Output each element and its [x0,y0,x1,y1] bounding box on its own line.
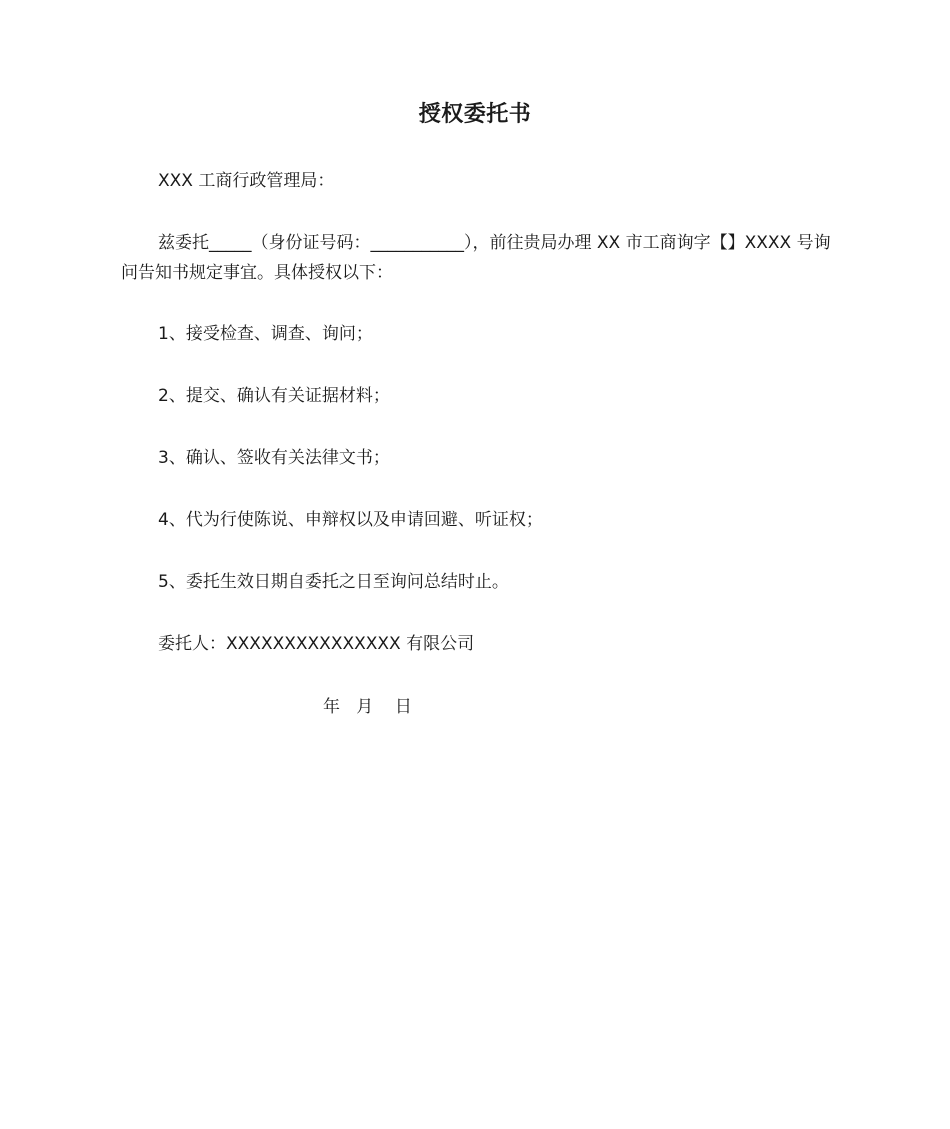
body-paragraph: 兹委托_____（身份证号码：___________），前往贵局办理 XX 市工商询字【】XXXX 号询问告知书规定事宜。具体授权以下： [121,233,831,283]
document-title: 授权委托书 [418,102,532,127]
list-item: 2、提交、确认有关证据材料； [158,386,390,406]
list-item: 3、确认、签收有关法律文书； [158,448,390,468]
list-item: 4、代为行使陈说、申辩权以及申请回避、听证权； [158,510,543,530]
list-item: 5、委托生效日期自委托之日至询问总结时止。 [158,572,509,592]
addressee-line: XXX 工商行政管理局： [158,171,335,191]
date-line: 年 月 日 [323,697,412,717]
principal-line: 委托人：XXXXXXXXXXXXXXX 有限公司 [158,634,475,654]
list-item: 1、接受检查、调查、询问； [158,324,373,344]
